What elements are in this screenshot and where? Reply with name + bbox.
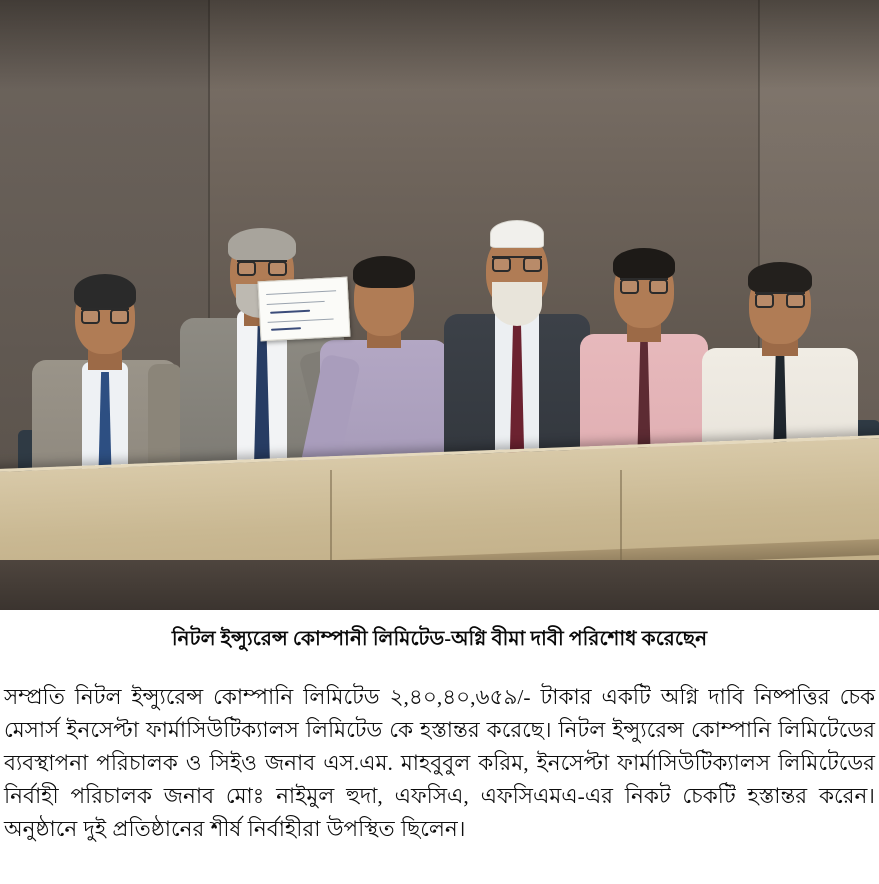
person-2-hair: [228, 228, 296, 262]
person-2-glasses: [237, 260, 287, 274]
person-4-glasses: [492, 256, 542, 270]
caption-area: [0, 610, 879, 884]
article-body: সম্প্রতি নিটল ইন্স্যুরেন্স কোম্পানি লিমিটেড ২,৪০,৪০,৬৫৯/- টাকার একটি অগ্নি দাবি নিষ্পত্তির চেক মেসার্স ইনসেপ্টা ফার্মাসিউটিক্যালস লিমিটেড কে হস্তান্তর করেছে। নিটল ইন্স্যুরেন্স কোম্পানি লিমিটেডের ব্যবস্থাপনা পরিচালক ও সিইও জনাব এস.এম. মাহবুবুল করিম, ইনসেপ্টা ফার্মাসিউটিক্যালস লিমিটেডের নির্বাহী পরিচালক জনাব মোঃ নাইমুল হুদা, এফসিএ, এফসিএমএ-এর নিকট চেকটি হস্তান্তর করেন। অনুষ্ঠানে দুই প্রতিষ্ঠানের শীর্ষ নির্বাহীরা উপস্থিত ছিলেন।: [4, 685, 875, 841]
person-4-prayer-cap: [490, 220, 544, 248]
person-5-glasses: [620, 278, 668, 292]
insurance-claim-cheque: [257, 277, 350, 342]
floor: [0, 560, 879, 610]
person-4-beard: [492, 282, 542, 326]
headline: নিটল ইন্স্যুরেন্স কোম্পানী লিমিটেড-অগ্নি বীমা দাবী পরিশোধ করেছেন: [171, 628, 708, 650]
person-1-hair: [74, 274, 136, 310]
person-6-hair: [748, 262, 812, 294]
person-6-glasses: [755, 292, 805, 306]
person-3-hair: [353, 256, 415, 288]
person-1-glasses: [81, 308, 129, 322]
person-5-hair: [613, 248, 675, 280]
ceiling-shadow: [0, 0, 879, 90]
